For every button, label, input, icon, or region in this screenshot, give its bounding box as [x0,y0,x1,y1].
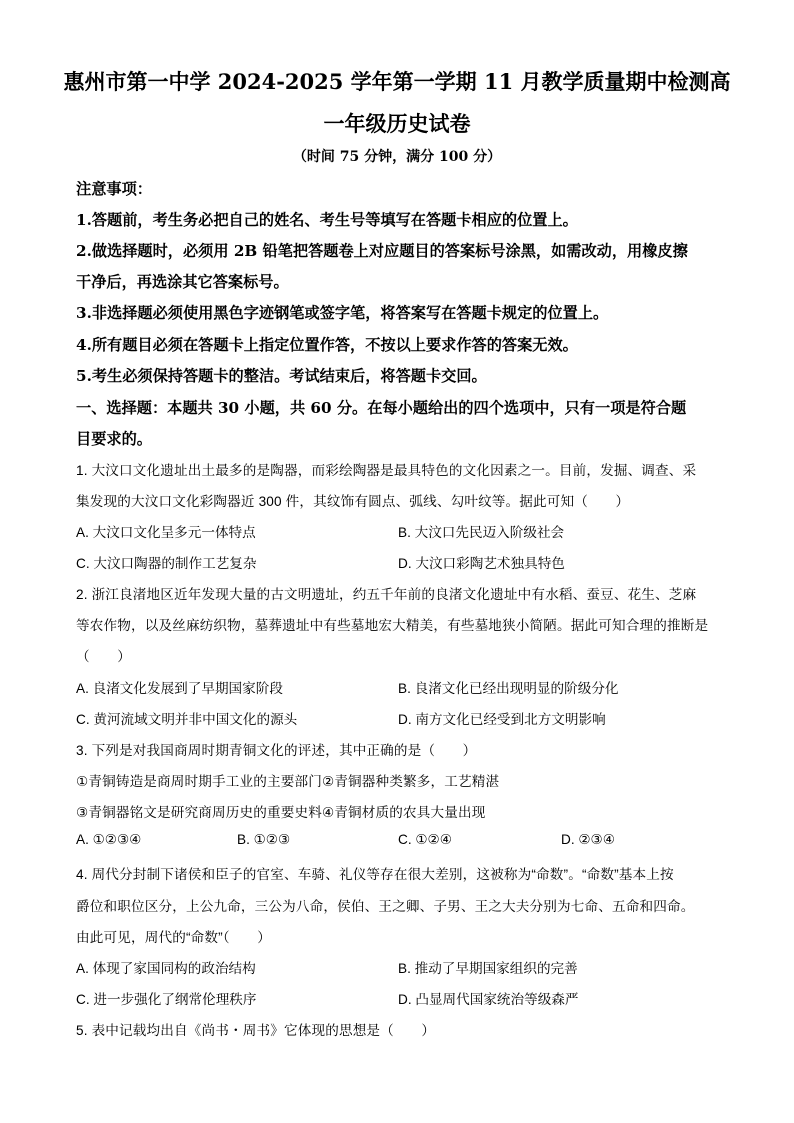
question-4-text: 4. 周代分封制下诸侯和臣子的官室、车骑、礼仪等存在很大差别，这被称为“命数”。“命数”基本上按 [76,867,674,882]
notice-item: 4.所有题目必须在答题卡上指定位置作答，不按以上要求作答的答案无效。 [76,336,578,354]
question-2-option-b: B. 良渚文化已经出现明显的阶级分化 [398,681,619,696]
notice-item: 干净后，再选涂其它答案标号。 [76,273,289,291]
question-3-option-b: B. ①②③ [237,832,291,847]
question-2-text: （ ） [76,649,131,664]
question-3-option-d: D. ②③④ [561,832,615,847]
question-3-option-c: C. ①②④ [398,832,452,847]
question-1-text: 1. 大汶口文化遗址出土最多的是陶器，而彩绘陶器是最具特色的文化因素之一。目前，发掘、调查、采 [76,463,697,478]
question-4-option-d: D. 凸显周代国家统治等级森严 [398,992,579,1007]
notice-item: 2.做选择题时，必须用 2B 铅笔把答题卷上对应题目的答案标号涂黑，如需改动，用橡皮擦 [76,242,688,260]
question-3-option-a: A. ①②③④ [76,832,142,847]
question-1-option-d: D. 大汶口彩陶艺术独具特色 [398,556,565,571]
exam-subtitle: （时间 75 分钟，满分 100 分） [292,149,502,165]
question-3-text: ③青铜器铭文是研究商周历史的重要史料④青铜材质的农具大量出现 [76,805,486,820]
notice-item: 3.非选择题必须使用黑色字迹钢笔或签字笔，将答案写在答题卡规定的位置上。 [76,304,609,322]
question-4-text: 由此可见，周代的“命数”（ ） [76,930,271,945]
question-3-text: 3. 下列是对我国商周时期青铜文化的评述，其中正确的是（ ） [76,743,477,758]
notice-item: 1.答题前，考生务必把自己的姓名、考生号等填写在答题卡相应的位置上。 [76,211,578,229]
question-5-text: 5. 表中记载均出自《尚书・周书》它体现的思想是（ ） [76,1023,436,1038]
question-1-option-a: A. 大汶口文化呈多元一体特点 [76,525,256,540]
notice-heading: 注意事项： [76,180,152,198]
question-4-text: 爵位和职位区分，上公九命，三公为八命，侯伯、王之卿、子男、王之大夫分别为七命、五命和四命。 [76,899,695,914]
exam-title-line1: 惠州市第一中学 2024-2025 学年第一学期 11 月教学质量期中检测高 [63,69,731,94]
question-2-option-d: D. 南方文化已经受到北方文明影响 [398,712,606,727]
question-3-text: ①青铜铸造是商周时期手工业的主要部门②青铜器种类繁多，工艺精湛 [76,774,500,789]
question-2-text: 2. 浙江良渚地区近年发现大量的古文明遗址，约五千年前的良渚文化遗址中有水稻、蚕豆、花生、芝麻 [76,587,697,602]
question-4-option-c: C. 进一步强化了纲常伦理秩序 [76,992,257,1007]
question-1-option-b: B. 大汶口先民迈入阶级社会 [398,525,565,540]
question-4-option-b: B. 推动了早期国家组织的完善 [398,961,578,976]
notice-item: 5.考生必须保持答题卡的整洁。考试结束后，将答题卡交回。 [76,367,487,385]
question-1-option-c: C. 大汶口陶器的制作工艺复杂 [76,556,257,571]
section-heading: 一、选择题：本题共 30 小题，共 60 分。在每小题给出的四个选项中，只有一项是符合题 [76,399,687,417]
question-1-text: 集发现的大汶口文化彩陶器近 300 件，其纹饰有圆点、弧线、勾叶纹等。据此可知（ ） [76,494,630,509]
question-2-option-c: C. 黄河流域文明并非中国文化的源头 [76,712,298,727]
question-2-option-a: A. 良渚文化发展到了早期国家阶段 [76,681,283,696]
section-heading-cont: 目要求的。 [76,430,152,448]
question-4-option-a: A. 体现了家国同构的政治结构 [76,961,256,976]
exam-title-line2: 一年级历史试卷 [323,111,471,136]
question-2-text: 等农作物，以及丝麻纺织物，墓葬遗址中有些墓地宏大精美，有些墓地狭小简陋。据此可知合理的推断是 [76,618,709,633]
